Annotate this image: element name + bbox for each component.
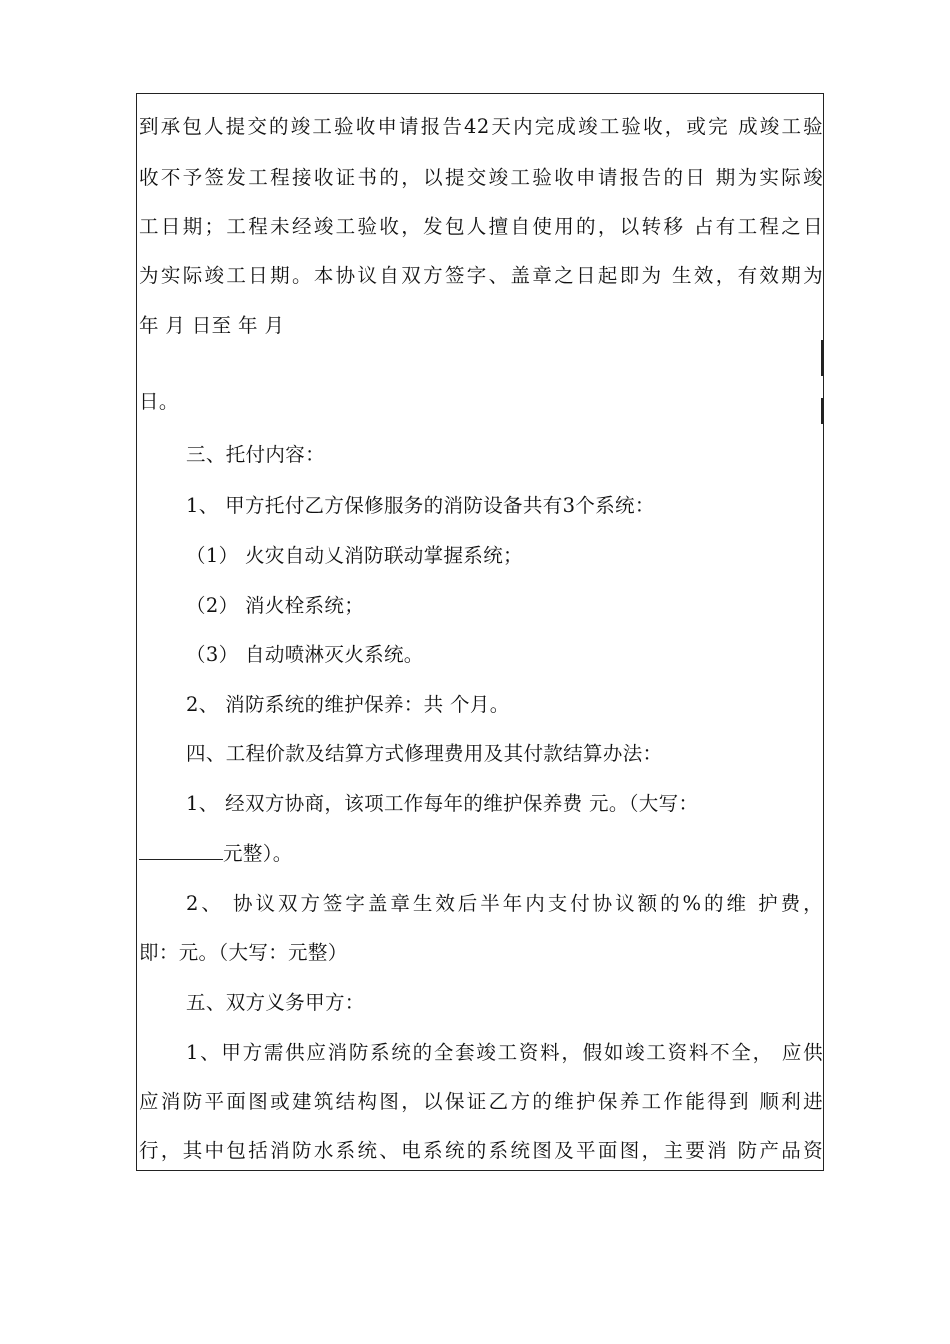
text-line: 工日期；工程未经竣工验收，发包人擅自使用的，以转移 占有工程之日 bbox=[139, 215, 823, 238]
text-line: 到承包人提交的竣工验收申请报告42天内完成竣工验收，或完 成竣工验 bbox=[139, 115, 823, 138]
text-line: 2、 消防系统的维护保养：共 个月。 bbox=[186, 693, 510, 716]
text-line: 2、 协议双方签字盖章生效后半年内支付协议额的%的维 护费， bbox=[186, 892, 823, 915]
list-item: （1） 火灾自动乂消防联动掌握系统； bbox=[186, 544, 523, 567]
text-line: 收不予签发工程接收证书的，以提交竣工验收申请报告的日 期为实际竣 bbox=[139, 166, 823, 189]
fill-in-blank bbox=[139, 842, 223, 860]
section-heading: 三、托付内容： bbox=[186, 443, 325, 466]
border-mark bbox=[821, 340, 823, 376]
text-line: 日。 bbox=[139, 390, 179, 413]
section-heading: 五、双方义务甲方： bbox=[186, 991, 365, 1014]
text-line: 行，其中包括消防水系统、电系统的系统图及平面图，主要消 防产品资 bbox=[139, 1139, 823, 1162]
section-heading: 四、工程价款及结算方式修理费用及其付款结算办法： bbox=[186, 742, 663, 765]
text-line: 1、甲方需供应消防系统的全套竣工资料，假如竣工资料不全， 应供 bbox=[186, 1041, 823, 1064]
text-line: 应消防平面图或建筑结构图，以保证乙方的维护保养工作能得到 顺利进 bbox=[139, 1090, 823, 1113]
text-line: 年 月 日至 年 月 bbox=[139, 314, 285, 337]
text-segment: 元整）。 bbox=[223, 842, 293, 865]
text-line: 1、 甲方托付乙方保修服务的消防设备共有3个系统： bbox=[186, 494, 655, 517]
list-item: （2） 消火栓系统； bbox=[186, 594, 365, 617]
text-line: 1、 经双方协商，该项工作每年的维护保养费 元。（大写： bbox=[186, 792, 699, 815]
list-item: （3） 自动喷淋灭火系统。 bbox=[186, 643, 424, 666]
text-line bbox=[139, 842, 823, 866]
text-line: 即：元。（大写：元整） bbox=[139, 941, 348, 964]
text-line: 为实际竣工日期。本协议自双方签字、盖章之日起即为 生效，有效期为 bbox=[139, 264, 823, 287]
